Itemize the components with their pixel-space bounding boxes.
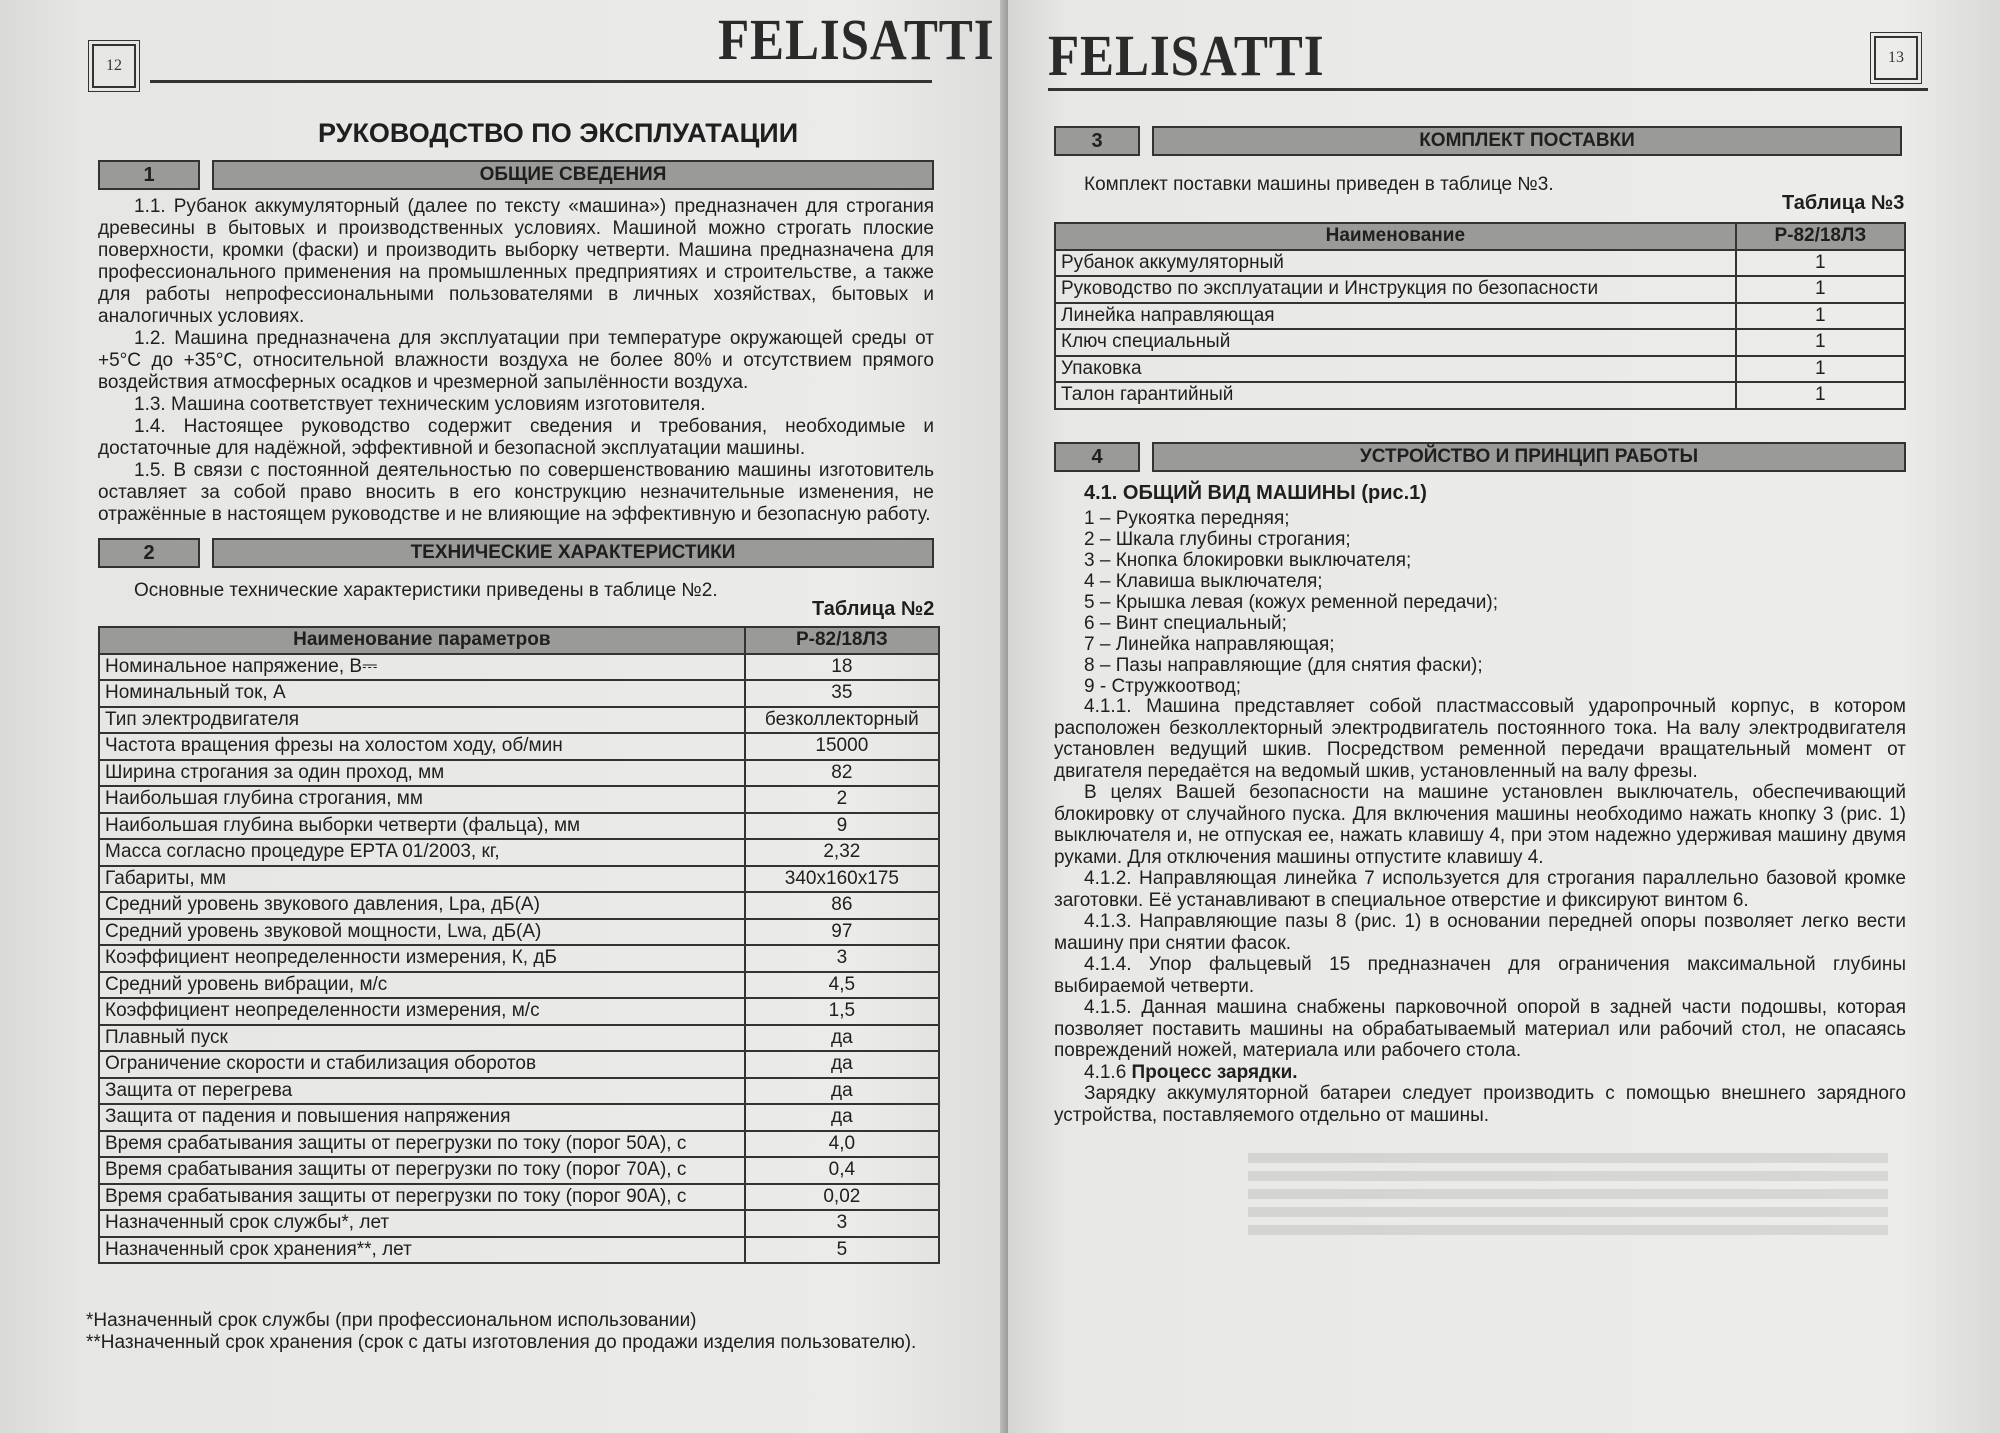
- item-quantity: 1: [1736, 250, 1905, 277]
- parameter-name: Ширина строгания за один проход, мм: [99, 760, 745, 787]
- section-1-text: [98, 196, 934, 526]
- section-4-header: [1054, 442, 1906, 472]
- parameter-value: 86: [745, 892, 939, 919]
- parameter-name: Средний уровень звуковой мощности, Lwa, дБ(А): [99, 919, 745, 946]
- document-title: РУКОВОДСТВО ПО ЭКСПЛУАТАЦИИ: [318, 118, 799, 148]
- header-rule: [1048, 88, 1928, 91]
- parameter-name: Время срабатывания защиты от перегрузки по току (порог 70А), с: [99, 1157, 745, 1184]
- table-row: [99, 1184, 939, 1211]
- parameter-name: Коэффициент неопределенности измерения, К, дБ: [99, 945, 745, 972]
- parameter-name: Коэффициент неопределенности измерения, м/с: [99, 998, 745, 1025]
- paragraph: 1.5. В связи с постоянной деятельностью по совершенствованию машины изготовитель оставляет за собой право вносить в его конструкцию незначительные изменения, не отражённые в настоящем руководстве и не влияющие на эффективную и безопасную работу.: [98, 460, 934, 525]
- paragraph: 1.3. Машина соответствует техническим условиям изготовителя.: [134, 394, 706, 415]
- parameter-name: Средний уровень звукового давления, Lpa, дБ(А): [99, 892, 745, 919]
- paragraph: 4.1.1. Машина представляет собой пластмассовый ударопрочный корпус, в котором расположен безколлекторный электродвигатель постоянного тока. На валу электродвигателя установлен ведущий шкив. Посредством ременной передачи вращательный момент от двигателя передаётся на ведомый шкив, установленный на валу фрезы.: [1054, 696, 1906, 782]
- table-row: [99, 1237, 939, 1264]
- parameter-name: Время срабатывания защиты от перегрузки по току (порог 90А), с: [99, 1184, 745, 1211]
- table-row: [99, 760, 939, 787]
- table-row: [99, 654, 939, 681]
- item-quantity: 1: [1736, 276, 1905, 303]
- section-3-header: [1054, 126, 1902, 156]
- table-3-caption: Таблица №3: [1782, 192, 1905, 214]
- table-row: [99, 1131, 939, 1158]
- section-title: ТЕХНИЧЕСКИЕ ХАРАКТЕРИСТИКИ: [212, 538, 934, 568]
- parameter-name: Наибольшая глубина строгания, мм: [99, 786, 745, 813]
- list-item: 2 – Шкала глубины строгания;: [1084, 529, 1351, 550]
- parameter-name: Защита от падения и повышения напряжения: [99, 1104, 745, 1131]
- table-3: [1054, 222, 1906, 410]
- parts-list: [1084, 508, 1498, 697]
- parameter-value: 2,32: [745, 839, 939, 866]
- column-header: Р-82/18ЛЗ: [745, 627, 939, 654]
- section-title: УСТРОЙСТВО И ПРИНЦИП РАБОТЫ: [1152, 442, 1906, 472]
- parameter-value: 5: [745, 1237, 939, 1264]
- table-row: [99, 972, 939, 999]
- table-row: [99, 1210, 939, 1237]
- parameter-name: Назначенный срок хранения**, лет: [99, 1237, 745, 1264]
- table-row: [99, 998, 939, 1025]
- item-name: Ключ специальный: [1055, 329, 1736, 356]
- paragraph: В целях Вашей безопасности на машине установлен выключатель, обеспечивающий блокировку от случайного пуска. Для включения машины необходимо нажать кнопку 3 (рис. 1) выключателя и, не отпуская ее, нажать клавишу 4, при этом надежно удерживая машину двумя руками. Для отключения машины отпустите клавишу 4.: [1054, 782, 1906, 868]
- table-row: [99, 1051, 939, 1078]
- item-quantity: 1: [1736, 356, 1905, 383]
- section-number: 4: [1054, 442, 1140, 472]
- table-row: [99, 707, 939, 734]
- table-row: [1055, 303, 1905, 330]
- parameter-name: Плавный пуск: [99, 1025, 745, 1052]
- parameter-value: 3: [745, 945, 939, 972]
- parameter-value: да: [745, 1051, 939, 1078]
- item-name: Рубанок аккумуляторный: [1055, 250, 1736, 277]
- table-row: [99, 919, 939, 946]
- item-quantity: 1: [1736, 329, 1905, 356]
- page-number: 13: [1874, 36, 1918, 80]
- parameter-name: Назначенный срок службы*, лет: [99, 1210, 745, 1237]
- parameter-value: 1,5: [745, 998, 939, 1025]
- list-item: 7 – Линейка направляющая;: [1084, 634, 1335, 655]
- parameter-name: Время срабатывания защиты от перегрузки по току (порог 50А), с: [99, 1131, 745, 1158]
- parameter-name: Тип электродвигателя: [99, 707, 745, 734]
- parameter-name: Ограничение скорости и стабилизация оборотов: [99, 1051, 745, 1078]
- list-item: 3 – Кнопка блокировки выключателя;: [1084, 550, 1412, 571]
- section-title: КОМПЛЕКТ ПОСТАВКИ: [1152, 126, 1902, 156]
- section-number: 2: [98, 538, 200, 568]
- list-item: 1 – Рукоятка передняя;: [1084, 508, 1290, 529]
- parameter-value: безколлекторный: [745, 707, 939, 734]
- paragraph: 4.1.3. Направляющие пазы 8 (рис. 1) в основании передней опоры позволяет легко вести машину при снятии фасок.: [1054, 911, 1906, 954]
- table-row: [1055, 382, 1905, 409]
- table-row: [99, 1025, 939, 1052]
- brand-logo: FELISATTI: [1048, 23, 1325, 88]
- parameter-name: Наибольшая глубина выборки четверти (фальца), мм: [99, 813, 745, 840]
- column-header: Наименование параметров: [99, 627, 745, 654]
- parameter-value: 0,02: [745, 1184, 939, 1211]
- page-number: 12: [92, 44, 136, 88]
- item-name: Талон гарантийный: [1055, 382, 1736, 409]
- parameter-name: Средний уровень вибрации, м/с: [99, 972, 745, 999]
- table-row: [1055, 329, 1905, 356]
- bleed-through: [1248, 1145, 1888, 1255]
- parameter-name: Номинальный ток, А: [99, 680, 745, 707]
- table-row: [99, 945, 939, 972]
- subsection-title: 4.1. ОБЩИЙ ВИД МАШИНЫ (рис.1): [1084, 482, 1427, 504]
- footnote: *Назначенный срок службы (при профессиональном использовании): [86, 1310, 697, 1331]
- table-row: [99, 813, 939, 840]
- table-row: [1055, 356, 1905, 383]
- paragraph: 4.1.2. Направляющая линейка 7 используется для строгания параллельно базовой кромке заготовки. Её устанавливают в специальное отверстие и фиксируют винтом 6.: [1054, 868, 1906, 911]
- list-item: 9 - Стружкоотвод;: [1084, 676, 1241, 697]
- column-header: Наименование: [1055, 223, 1736, 250]
- table-2-caption: Таблица №2: [812, 598, 935, 620]
- item-name: Упаковка: [1055, 356, 1736, 383]
- table-row: [99, 839, 939, 866]
- parameter-value: 82: [745, 760, 939, 787]
- table-row: [99, 1078, 939, 1105]
- parameter-value: 35: [745, 680, 939, 707]
- parameter-name: Защита от перегрева: [99, 1078, 745, 1105]
- table-row: [99, 733, 939, 760]
- parameter-name: Масса согласно процедуре EPTA 01/2003, кг,: [99, 839, 745, 866]
- parameter-value: 97: [745, 919, 939, 946]
- parameter-value: 18: [745, 654, 939, 681]
- right-page: [1008, 0, 2000, 1433]
- paragraph: 1.1. Рубанок аккумуляторный (далее по тексту «машина») предназначен для строгания древесины в бытовых и производственных условиях. Машиной можно строгать плоские поверхности, кромки (фаски) и производить выборку четверти. Машина предназначена для профессионального применения на промышленных предприятиях и строительстве, а также для работы непрофессиональными пользователями в личных хозяйствах, бытовых и аналогичных условиях.: [98, 196, 934, 327]
- parameter-value: 15000: [745, 733, 939, 760]
- parameter-name: Частота вращения фрезы на холостом ходу, об/мин: [99, 733, 745, 760]
- footnotes: [86, 1310, 916, 1354]
- paragraph: 4.1.5. Данная машина снабжены парковочной опорой в задней части подошвы, которая позволяет поставить машины на обрабатываемый материал или рабочий стол, не опасаясь повреждений ножей, материала или рабочего стола.: [1054, 997, 1906, 1061]
- section-2-header: [98, 538, 934, 568]
- table-row: [99, 680, 939, 707]
- parameter-value: да: [745, 1078, 939, 1105]
- table-row: [99, 786, 939, 813]
- item-name: Руководство по эксплуатации и Инструкция по безопасности: [1055, 276, 1736, 303]
- parameter-name: Габариты, мм: [99, 866, 745, 893]
- section-4-text: [1054, 696, 1906, 1126]
- parameter-value: да: [745, 1025, 939, 1052]
- footnote: **Назначенный срок хранения (срок с даты изготовления до продажи изделия пользователю).: [86, 1332, 917, 1353]
- item-name: Линейка направляющая: [1055, 303, 1736, 330]
- paragraph: 1.2. Машина предназначена для эксплуатации при температуре окружающей среды от +5°С до +35°С, относительной влажности воздуха не более 80% и отсутствием прямого воздействия атмосферных осадков и чрезмерной запылённости воздуха.: [98, 328, 934, 393]
- list-item: 8 – Пазы направляющие (для снятия фаски);: [1084, 655, 1483, 676]
- paragraph: 1.4. Настоящее руководство содержит сведения и требования, необходимые и достаточные для надёжной, эффективной и безопасной эксплуатации машины.: [98, 416, 934, 459]
- brand-logo: FELISATTI: [718, 7, 995, 72]
- section-title: ОБЩИЕ СВЕДЕНИЯ: [212, 160, 934, 190]
- charging-title: Процесс зарядки.: [1131, 1061, 1298, 1083]
- paragraph: 4.1.4. Упор фальцевый 15 предназначен для ограничения максимальной глубины выбираемой четверти.: [1054, 954, 1906, 997]
- table-row: [1055, 276, 1905, 303]
- table-2: [98, 626, 940, 1264]
- column-header: Р-82/18ЛЗ: [1736, 223, 1905, 250]
- parameter-value: 4,0: [745, 1131, 939, 1158]
- parameter-value: 9: [745, 813, 939, 840]
- section-number: 1: [98, 160, 200, 190]
- list-item: 6 – Винт специальный;: [1084, 613, 1287, 634]
- parameter-value: 3: [745, 1210, 939, 1237]
- list-item: 5 – Крышка левая (кожух ременной передачи);: [1084, 592, 1499, 613]
- paragraph: Зарядку аккумуляторной батареи следует производить с помощью внешнего зарядного устройства, поставляемого отдельно от машины.: [1054, 1083, 1906, 1126]
- section-1-header: [98, 160, 934, 190]
- parameter-value: да: [745, 1104, 939, 1131]
- parameter-value: 0,4: [745, 1157, 939, 1184]
- parameter-name: Номинальное напряжение, В⎓: [99, 654, 745, 681]
- charging-number: 4.1.6: [1084, 1061, 1132, 1083]
- table-row: [99, 866, 939, 893]
- section-3-intro: Комплект поставки машины приведен в таблице №3.: [1084, 174, 1554, 195]
- list-item: 4 – Клавиша выключателя;: [1084, 571, 1323, 592]
- charging-heading: [1054, 1062, 1906, 1084]
- table-row: [1055, 250, 1905, 277]
- item-quantity: 1: [1736, 382, 1905, 409]
- parameter-value: 4,5: [745, 972, 939, 999]
- item-quantity: 1: [1736, 303, 1905, 330]
- table-row: [99, 1157, 939, 1184]
- table-row: [99, 1104, 939, 1131]
- section-2-intro: Основные технические характеристики приведены в таблице №2.: [134, 580, 718, 601]
- parameter-value: 340х160х175: [745, 866, 939, 893]
- section-number: 3: [1054, 126, 1140, 156]
- header-rule: [150, 80, 932, 83]
- parameter-value: 2: [745, 786, 939, 813]
- table-row: [99, 892, 939, 919]
